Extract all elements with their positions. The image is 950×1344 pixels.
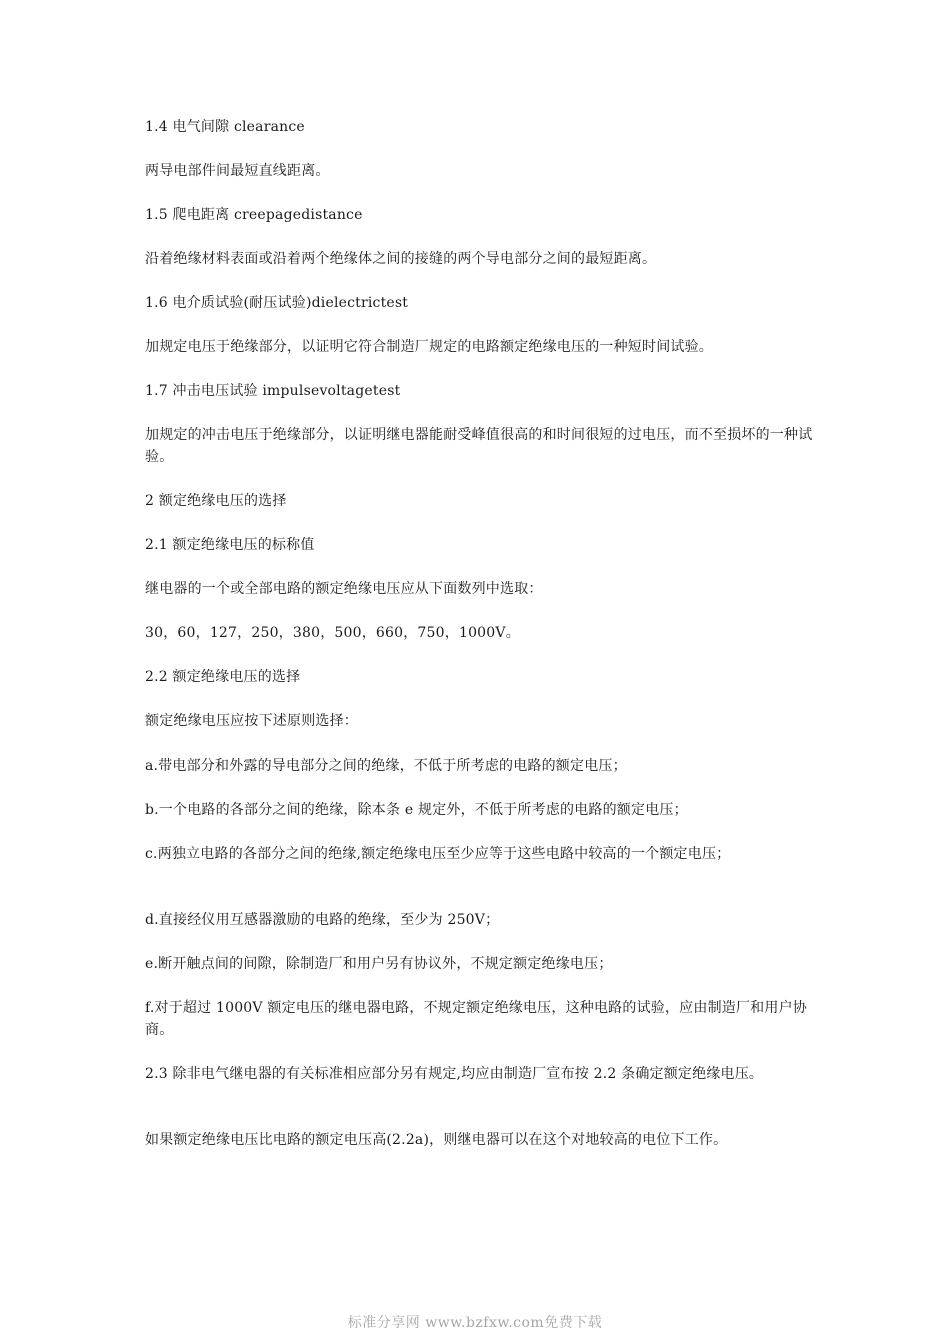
rule-e: e.断开触点间的间隙，除制造厂和用户另有协议外，不规定额定绝缘电压； — [145, 956, 613, 972]
section-1-5-body: 沿着绝缘材料表面或沿着两个绝缘体之间的接缝的两个导电部分之间的最短距离。 — [145, 251, 657, 267]
section-2-1-body: 继电器的一个或全部电路的额定绝缘电压应从下面数列中选取： — [145, 581, 543, 597]
section-1-6-body: 加规定电压于绝缘部分，以证明它符合制造厂规定的电路额定绝缘电压的一种短时间试验。 — [145, 339, 713, 355]
rule-d: d.直接经仪用互感器激励的电路的绝缘，至少为 250V； — [145, 912, 500, 928]
footer-watermark: 标准分享网 www.bzfxw.com免费下载 — [347, 1315, 603, 1331]
section-1-5-heading: 1.5 爬电距离 creepagedistance — [145, 207, 363, 223]
section-1-7-heading: 1.7 冲击电压试验 impulsevoltagetest — [145, 383, 401, 399]
section-2-2-heading: 2.2 额定绝缘电压的选择 — [145, 669, 301, 685]
rule-c: c.两独立电路的各部分之间的绝缘,额定绝缘电压至少应等于这些电路中较高的一个额定电压； — [145, 846, 731, 862]
section-1-7-body: 加规定的冲击电压于绝缘部分，以证明继电器能耐受峰值很高的和时间很短的过电压，而不至损坏的一种试验。 — [145, 427, 813, 465]
section-2-3-note: 如果额定绝缘电压比电路的额定电压高(2.2a)，则继电器可以在这个对地较高的电位下工作。 — [145, 1132, 728, 1148]
section-2-1-heading: 2.1 额定绝缘电压的标称值 — [145, 537, 315, 553]
section-1-6-heading: 1.6 电介质试验(耐压试验)dielectrictest — [145, 295, 409, 311]
rule-f: f.对于超过 1000V 额定电压的继电器电路，不规定额定绝缘电压，这种电路的试验，应由制造厂和用户协商。 — [145, 1000, 807, 1038]
section-2-3-body: 2.3 除非电气继电器的有关标准相应部分另有规定,均应由制造厂宣布按 2.2 条确定额定绝缘电压。 — [145, 1066, 764, 1082]
voltage-series: 30，60，127，250，380，500，660，750，1000V。 — [145, 625, 520, 641]
section-1-4-heading: 1.4 电气间隙 clearance — [145, 119, 305, 135]
rule-a: a.带电部分和外露的导电部分之间的绝缘，不低于所考虑的电路的额定电压； — [145, 758, 627, 774]
section-1-4-body: 两导电部件间最短直线距离。 — [145, 163, 330, 179]
rule-b: b.一个电路的各部分之间的绝缘，除本条 e 规定外，不低于所考虑的电路的额定电压； — [145, 802, 688, 818]
section-2-2-intro: 额定绝缘电压应按下述原则选择： — [145, 713, 358, 729]
section-2-heading: 2 额定绝缘电压的选择 — [145, 493, 287, 509]
